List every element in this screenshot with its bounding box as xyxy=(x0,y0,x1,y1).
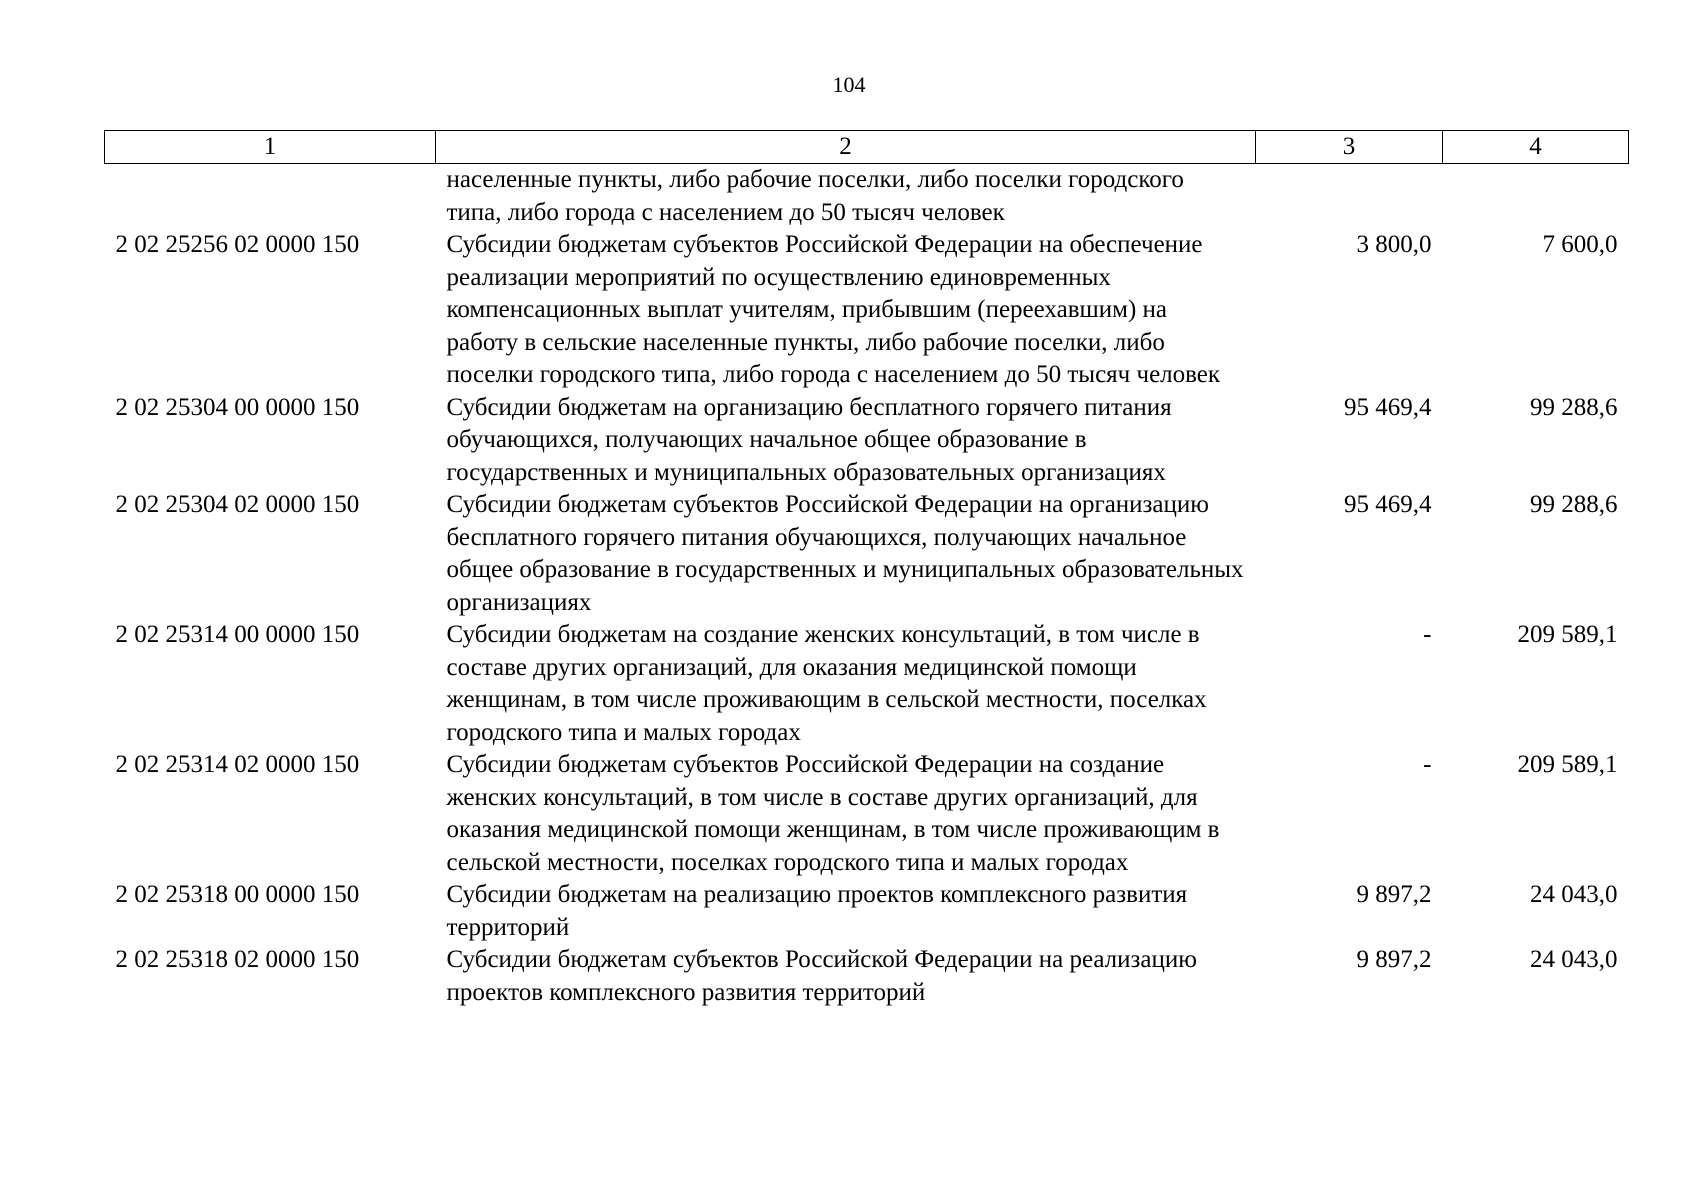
table-row xyxy=(105,749,1629,879)
row-code: 2 02 25314 00 0000 150 xyxy=(115,621,360,648)
page-number: 104 xyxy=(832,72,866,97)
row-description: Субсидии бюджетам на организацию бесплатного горячего питания обучающихся, получающих начальное общее образование в государственных и муниципальных образовательных организациях xyxy=(446,393,1172,486)
header-col-2: 2 xyxy=(436,131,1256,164)
row-description: Субсидии бюджетам субъектов Российской Федерации на реализацию проектов комплексного развития территорий xyxy=(446,946,1197,1006)
row-value-col4: 24 043,0 xyxy=(1530,946,1618,973)
row-value-col3: 95 469,4 xyxy=(1344,491,1432,518)
table-row xyxy=(105,879,1629,944)
row-value-col3: 95 469,4 xyxy=(1344,393,1432,421)
table-body xyxy=(105,164,1629,1010)
row-value-col3 xyxy=(1256,164,1443,230)
row-code: 2 02 25304 02 0000 150 xyxy=(115,491,360,518)
row-value-col4: 24 043,0 xyxy=(1530,881,1618,908)
table-row xyxy=(105,164,1629,230)
row-description: Субсидии бюджетам субъектов Российской Федерации на создание женских консультаций, в том числе в составе других организаций, для оказания медицинской помощи женщинам, в том числе проживающим в сельской местности, поселках городского типа и малых городах xyxy=(446,751,1220,876)
row-code: 2 02 25318 02 0000 150 xyxy=(115,946,360,973)
header-row xyxy=(105,131,1629,164)
budget-table-container xyxy=(104,130,1628,1009)
row-value-col4: 7 600,0 xyxy=(1542,231,1618,258)
row-code: 2 02 25256 02 0000 150 xyxy=(115,231,360,258)
row-description: Субсидии бюджетам на реализацию проектов комплексного развития территорий xyxy=(446,881,1188,941)
row-value-col3: 9 897,2 xyxy=(1356,881,1432,908)
budget-table xyxy=(104,130,1629,1009)
row-code xyxy=(105,164,436,230)
row-value-col4 xyxy=(1443,164,1629,230)
header-col-3: 3 xyxy=(1256,131,1443,164)
row-value-col4: 99 288,6 xyxy=(1530,491,1618,518)
row-value-col3: 9 897,2 xyxy=(1356,946,1432,973)
table-row xyxy=(105,392,1629,490)
table-row xyxy=(105,229,1629,392)
table-header xyxy=(105,131,1629,164)
row-code: 2 02 25304 00 0000 150 xyxy=(115,393,360,421)
table-row xyxy=(105,619,1629,749)
row-value-col3: - xyxy=(1423,751,1432,778)
row-description: Субсидии бюджетам субъектов Российской Федерации на организацию бесплатного горячего питания обучающихся, получающих начальное общее образование в государственных и муниципальных образовательных организациях xyxy=(446,491,1244,616)
row-value-col4: 99 288,6 xyxy=(1530,393,1618,421)
header-col-4: 4 xyxy=(1443,131,1629,164)
header-col-1: 1 xyxy=(105,131,436,164)
row-value-col3: 3 800,0 xyxy=(1356,231,1432,258)
row-value-col4: 209 589,1 xyxy=(1517,751,1618,778)
table-row xyxy=(105,489,1629,619)
row-value-col3: - xyxy=(1423,621,1432,648)
row-description: населенные пункты, либо рабочие поселки, либо поселки городского типа, либо города с населением до 50 тысяч человек xyxy=(446,166,1184,226)
row-code: 2 02 25318 00 0000 150 xyxy=(115,881,360,908)
row-description: Субсидии бюджетам субъектов Российской Федерации на обеспечение реализации мероприятий по осуществлению единовременных компенсационных выплат учителям, прибывшим (переехавшим) на работу в сельские населенные пункты, либо рабочие поселки, либо поселки городского типа, либо города с населением до 50 тысяч человек xyxy=(446,231,1221,388)
row-value-col4: 209 589,1 xyxy=(1517,621,1618,648)
table-row xyxy=(105,944,1629,1009)
row-code: 2 02 25314 02 0000 150 xyxy=(115,751,360,778)
row-description: Субсидии бюджетам на создание женских консультаций, в том числе в составе других организаций, для оказания медицинской помощи женщинам, в том числе проживающим в сельской местности, поселках городского типа и малых городах xyxy=(446,621,1207,746)
